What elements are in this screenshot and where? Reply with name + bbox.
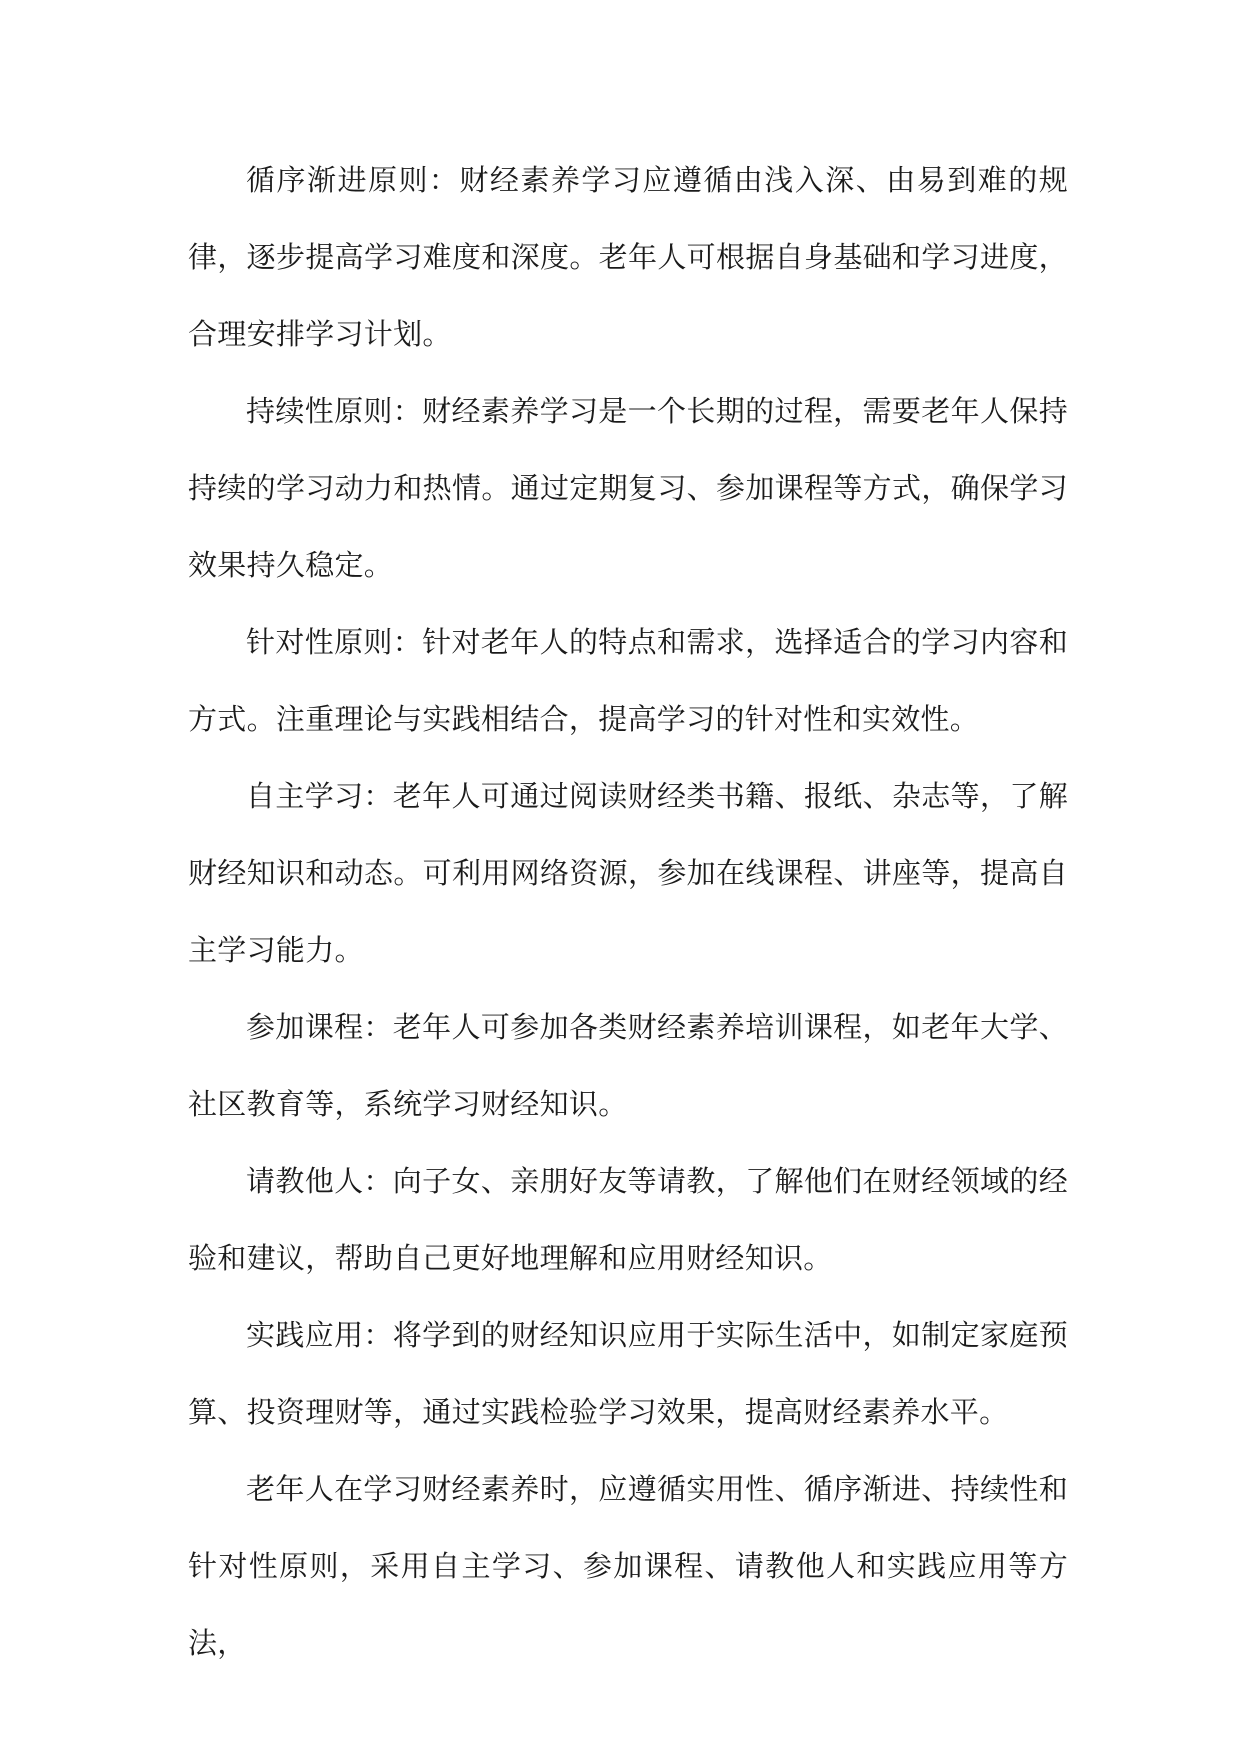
paragraph-gradual-principle: 循序渐进原则：财经素养学习应遵循由浅入深、由易到难的规律，逐步提高学习难度和深度。老年人可根据自身基础和学习进度，合理安排学习计划。 <box>188 163 1068 351</box>
paragraph-ask-others: 请教他人：向子女、亲朋好友等请教，了解他们在财经领域的经验和建议，帮助自己更好地理解和应用财经知识。 <box>188 1164 1068 1275</box>
paragraph-continuity-principle: 持续性原则：财经素养学习是一个长期的过程，需要老年人保持持续的学习动力和热情。通过定期复习、参加课程等方式，确保学习效果持久稳定。 <box>188 394 1068 582</box>
paragraph-attend-courses: 参加课程：老年人可参加各类财经素养培训课程，如老年大学、社区教育等，系统学习财经知识。 <box>188 1010 1068 1121</box>
paragraph-self-study: 自主学习：老年人可通过阅读财经类书籍、报纸、杂志等，了解财经知识和动态。可利用网络资源，参加在线课程、讲座等，提高自主学习能力。 <box>188 779 1068 967</box>
paragraph-targeted-principle: 针对性原则：针对老年人的特点和需求，选择适合的学习内容和方式。注重理论与实践相结合，提高学习的针对性和实效性。 <box>188 625 1068 736</box>
paragraph-practice: 实践应用：将学到的财经知识应用于实际生活中，如制定家庭预算、投资理财等，通过实践检验学习效果，提高财经素养水平。 <box>188 1318 1068 1429</box>
paragraph-summary: 老年人在学习财经素养时，应遵循实用性、循序渐进、持续性和针对性原则，采用自主学习、参加课程、请教他人和实践应用等方法， <box>188 1472 1068 1660</box>
document-body <box>188 142 1068 1682</box>
